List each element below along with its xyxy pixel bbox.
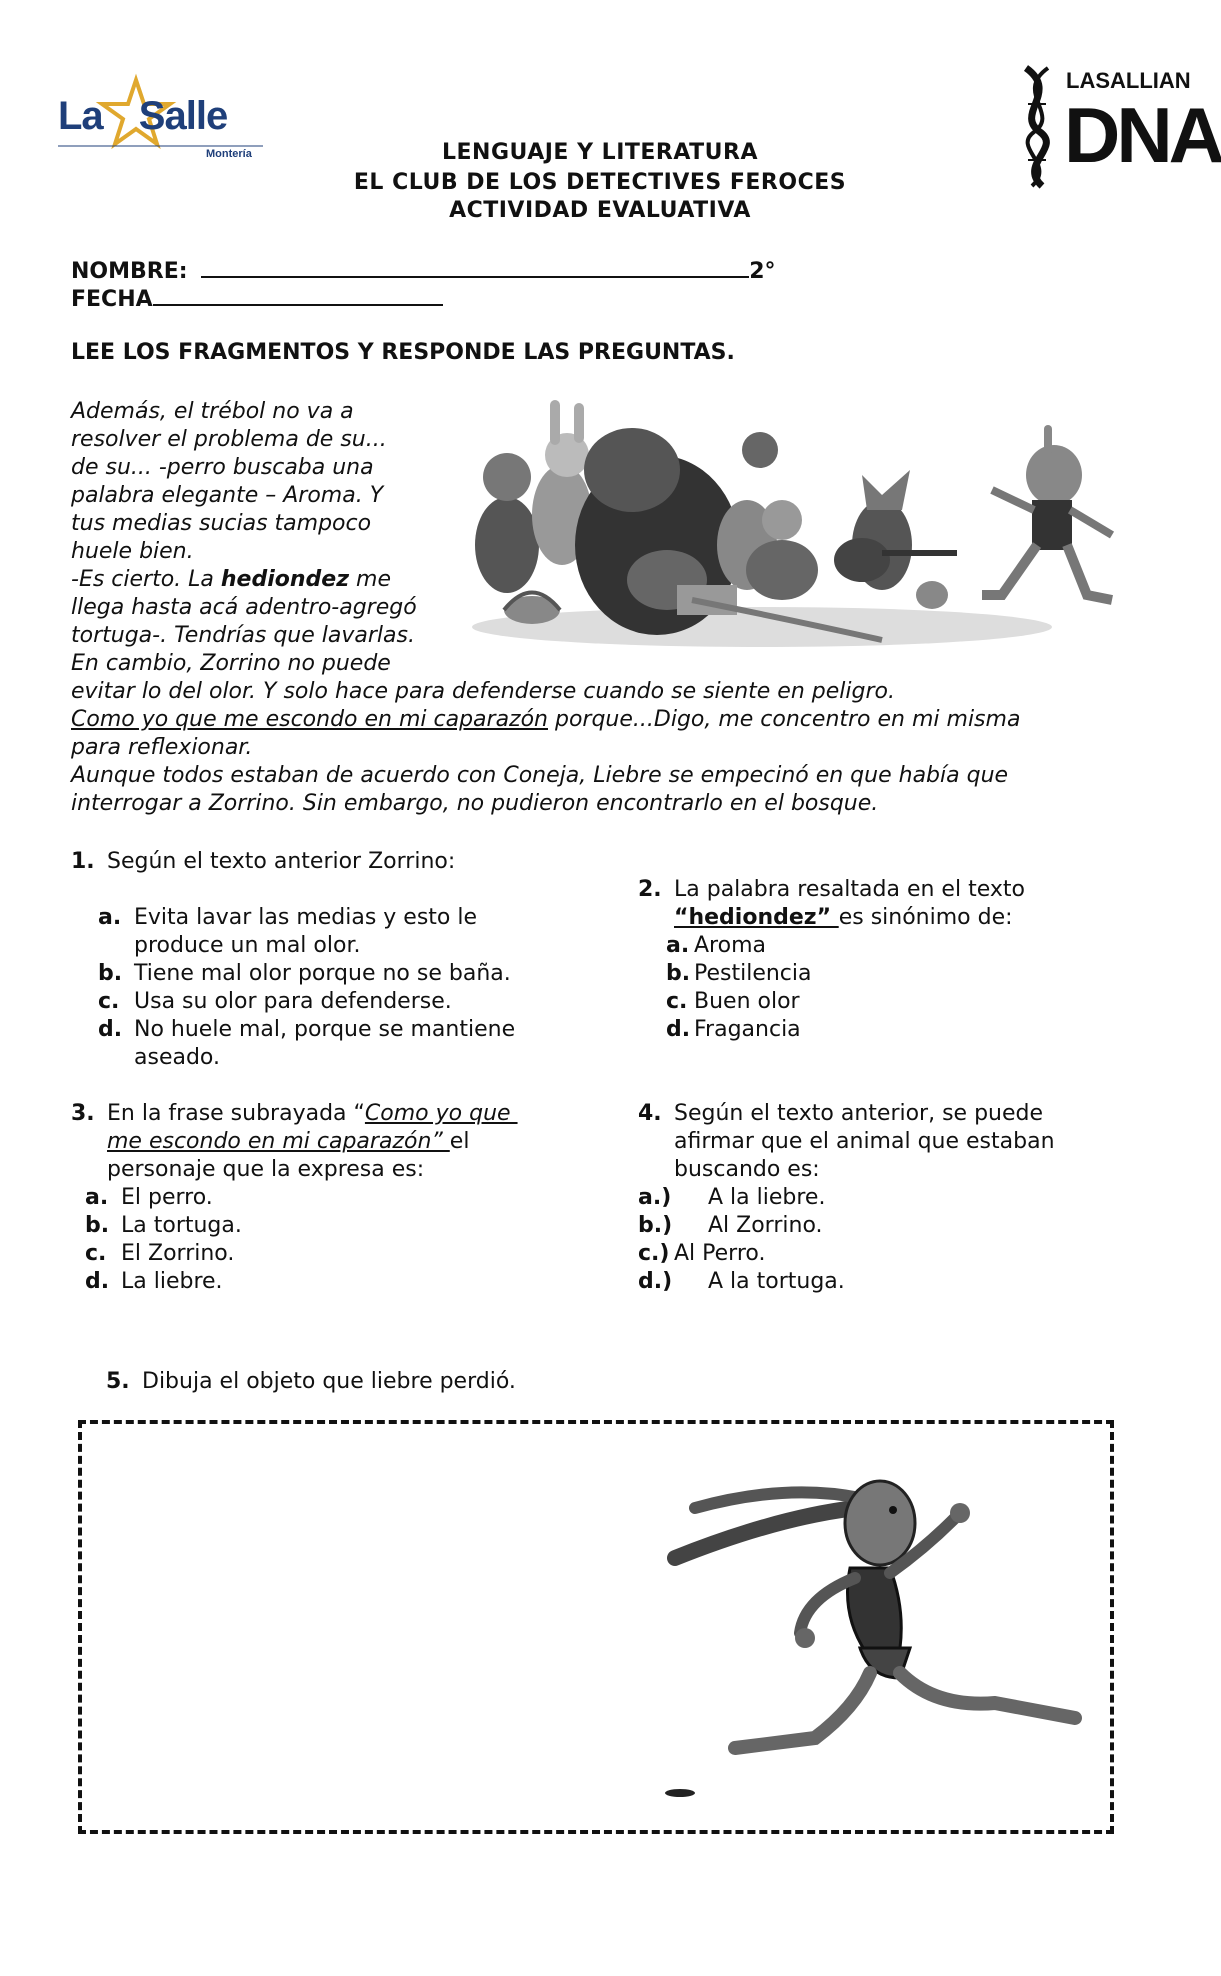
option-label: a.) [638,1185,672,1210]
q1-number: 1. [71,849,95,874]
passage-line: llega hasta acá adentro-agregó [71,595,417,620]
option-label: c. [666,989,688,1014]
passage-line: Aunque todos estaban de acuerdo con Coneja, Liebre se empecinó en que había que [71,763,1009,788]
option-text: Evita lavar las medias y esto le [134,905,478,930]
passage-line: evitar lo del olor. Y solo hace para defenderse cuando se siente en peligro. [71,679,895,704]
passage-line: de su... -perro buscaba una [71,455,374,480]
la-salle-logo-city: Montería [206,148,252,160]
q1-stem: Según el texto anterior Zorrino: [107,849,456,874]
q1-option-d[interactable] [98,1016,515,1044]
option-text: Al Perro. [674,1241,766,1266]
q2-stem-row-2 [674,904,1013,932]
option-label: b. [666,961,691,986]
option-label: c. [98,989,120,1014]
q3-number: 3. [71,1101,95,1126]
name-field[interactable] [201,254,749,278]
passage-text: porque...Digo, me concentro en mi misma [548,707,1021,732]
option-label: c. [85,1241,107,1266]
option-text: A la tortuga. [708,1269,845,1294]
q3-stem-row [71,1100,518,1128]
option-text: No huele mal, porque se mantiene [134,1017,516,1042]
q4-option-c[interactable] [638,1240,765,1268]
passage [71,398,1131,818]
la-salle-logo-text: La Salle [58,94,228,138]
option-text: El Zorrino. [121,1241,235,1266]
q1-stem-row [71,848,455,876]
option-label: c.) [638,1241,670,1266]
passage-line: tortuga-. Tendrías que lavarlas. [71,623,415,648]
option-label: a. [666,933,690,958]
passage-line: huele bien. [71,539,194,564]
q3-option-a[interactable] [85,1184,213,1212]
name-label: NOMBRE: [71,259,188,284]
option-label: d.) [638,1269,673,1294]
underlined-phrase: Como yo que me escondo en mi caparazón [71,707,548,732]
option-text: Al Zorrino. [708,1213,823,1238]
q1-option-a-cont: produce un mal olor. [134,933,361,958]
q3-option-c[interactable] [85,1240,234,1268]
option-text: Fragancia [694,1017,801,1042]
running-hare-illustration [655,1448,1095,1798]
passage-line: para reflexionar. [71,735,253,760]
q4-stem-row-2: afirmar que el animal que estaban [674,1129,1055,1154]
q4-option-a[interactable] [638,1184,825,1212]
passage-line: En cambio, Zorrino no puede [71,651,391,676]
date-field[interactable] [153,282,443,306]
q1-option-b[interactable] [98,960,511,988]
option-text: Usa su olor para defenderse. [134,989,452,1014]
option-text: El perro. [121,1185,213,1210]
option-label: a. [98,905,122,930]
hare-drawing [655,1448,1095,1798]
option-text: Pestilencia [694,961,812,986]
option-text: La liebre. [121,1269,223,1294]
passage-line: Además, el trébol no va a [71,399,354,424]
dna-text: DNA [1064,91,1221,179]
option-label: b. [85,1213,110,1238]
option-label: b.) [638,1213,673,1238]
instruction: LEE LOS FRAGMENTOS Y RESPONDE LAS PREGUNTAS. [71,340,735,365]
passage-line: palabra elegante – Aroma. Y [71,483,384,508]
passage-line: tus medias sucias tampoco [71,511,372,536]
passage-line [71,706,1131,734]
date-row [71,282,443,314]
option-label: a. [85,1185,109,1210]
subject-title: LENGUAJE Y LITERATURA [441,140,759,165]
option-text: La tortuga. [121,1213,242,1238]
q3-stem: En la frase subrayada “ [107,1101,365,1126]
q3-stem-row-3: personaje que la expresa es: [107,1157,425,1182]
q2-stem-row [638,876,1025,904]
option-label: d. [98,1017,123,1042]
q1-option-a[interactable] [98,904,477,932]
q5-number: 5. [106,1369,130,1394]
q4-option-b[interactable] [638,1212,823,1240]
q3-option-b[interactable] [85,1212,242,1240]
option-label: b. [98,961,123,986]
option-text: A la liebre. [708,1185,826,1210]
q2-option-c[interactable] [666,988,800,1016]
date-label: FECHA [71,287,153,312]
q3-stem: el [449,1129,470,1154]
passage-line: interrogar a Zorrino. Sin embargo, no pudieron encontrarlo en el bosque. [71,791,879,816]
q4-stem: Según el texto anterior, se puede [674,1101,1044,1126]
passage-text: me [349,567,391,592]
q5-stem: Dibuja el objeto que liebre perdió. [142,1369,516,1394]
q1-option-d-cont: aseado. [134,1045,220,1070]
option-text: Buen olor [694,989,800,1014]
passage-line [71,566,1131,594]
q3-quote: Como yo que [364,1101,518,1126]
story-title: EL CLUB DE LOS DETECTIVES FEROCES [353,170,847,195]
passage-line: resolver el problema de su... [71,427,387,452]
hediondez-highlight: hediondez [220,567,350,592]
option-label: d. [85,1269,110,1294]
q2-stem-rest: es sinónimo de: [838,905,1013,930]
q2-stem: La palabra resaltada en el texto [674,877,1025,902]
q3-stem-row-2 [107,1128,469,1156]
q2-option-b[interactable] [666,960,812,988]
q3-quote: me escondo en mi caparazón” [107,1129,450,1154]
option-text: Aroma [694,933,766,958]
q1-option-c[interactable] [98,988,452,1016]
q3-option-d[interactable] [85,1268,223,1296]
passage-text: -Es cierto. La [71,567,221,592]
option-text: Tiene mal olor porque no se baña. [134,961,511,986]
q2-option-d[interactable] [666,1016,801,1044]
lasallian-text: LASALLIAN [1066,68,1191,93]
q4-stem-row-3: buscando es: [674,1157,820,1182]
q2-option-a[interactable] [666,932,766,960]
grade-label: 2° [749,259,776,284]
q4-option-d[interactable] [638,1268,845,1296]
q4-stem-row [638,1100,1043,1128]
q4-number: 4. [638,1101,662,1126]
q2-highlight-word: “hediondez” [674,905,839,930]
option-label: d. [666,1017,691,1042]
activity-title: ACTIVIDAD EVALUATIVA [449,198,751,223]
question-5 [106,1368,516,1396]
q2-number: 2. [638,877,662,902]
